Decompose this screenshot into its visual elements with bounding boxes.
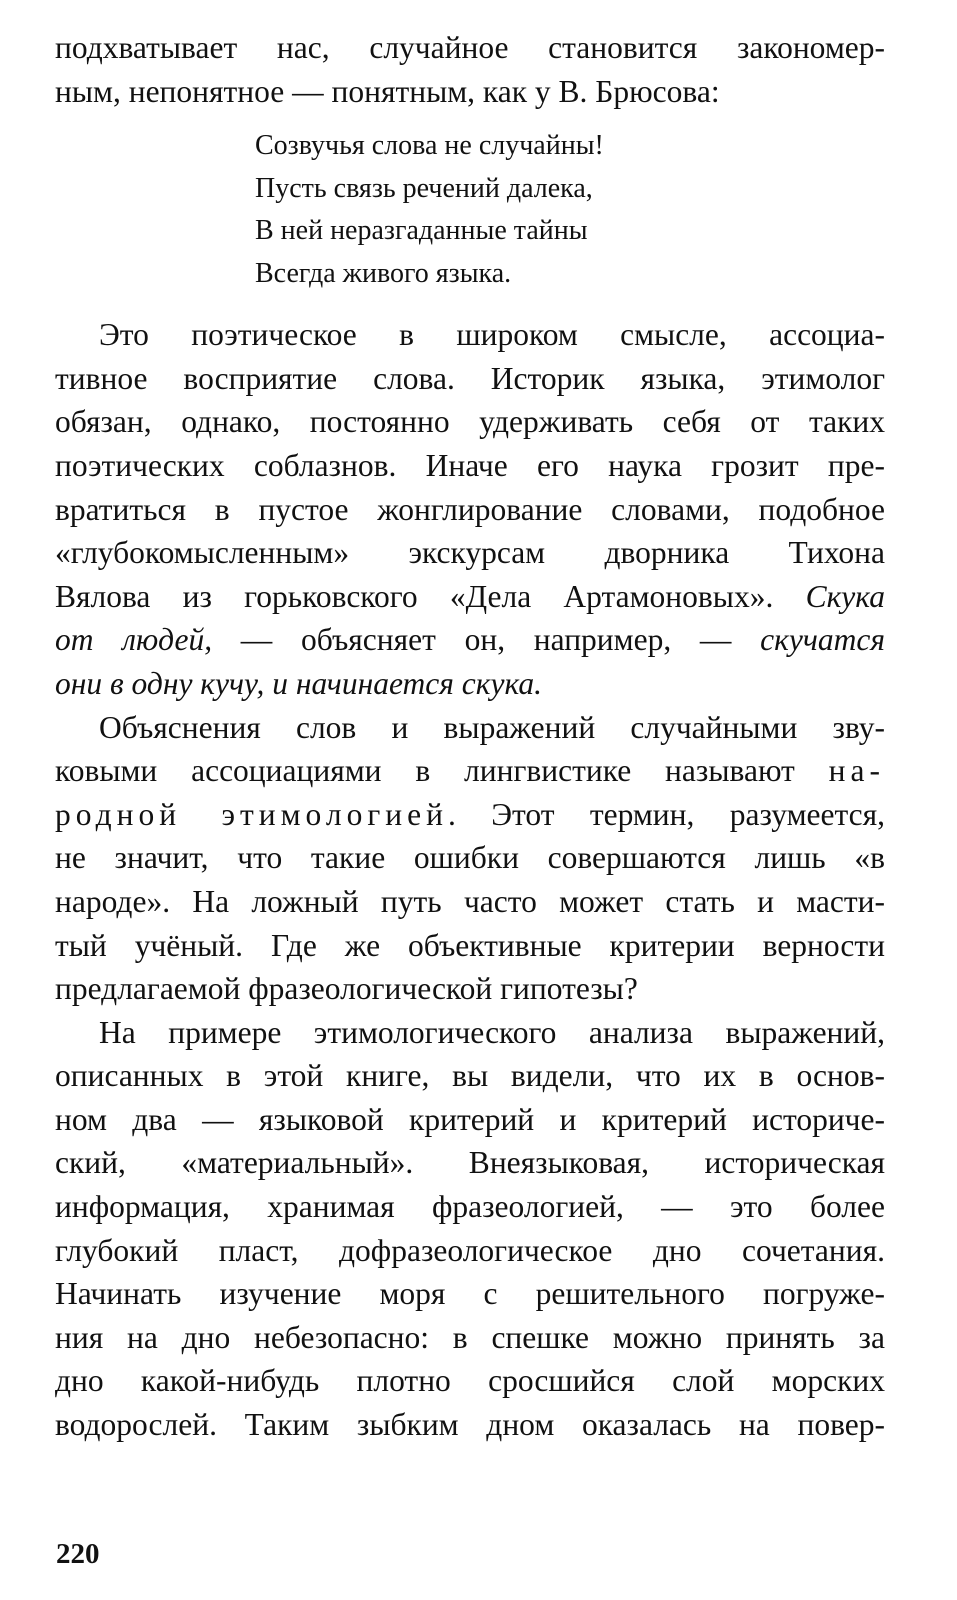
paragraph-2	[55, 313, 885, 705]
text-line: Это поэтическое в широком смысле, ассоциа-	[99, 317, 885, 353]
paragraph-1	[55, 26, 885, 113]
text-line: предлагаемой фразеологической гипотезы?	[55, 971, 638, 1007]
text-line	[55, 575, 885, 619]
text-line: подхватывает нас, случайное становится закономер-	[55, 30, 885, 65]
text-line: ский, «материальный». Внеязыковая, историческая	[55, 1145, 885, 1181]
text-line: ном два — языковой критерий и критерий историче-	[55, 1101, 885, 1137]
spaced-term: родной этимологией	[55, 796, 448, 832]
page-text	[55, 26, 885, 1447]
text-run: — объясняет он, например, —	[212, 622, 761, 658]
text-line: информация, хранимая фразеологией, — это более	[55, 1189, 885, 1225]
text-line: На примере этимологического анализа выражений,	[99, 1014, 885, 1050]
text-run: Вялова из горьковского «Дела Артамоновых».	[55, 578, 774, 614]
text-line: дно какой-нибудь плотно сросшийся слой морских	[55, 1363, 885, 1399]
verse-line: Пусть связь речений далека,	[255, 172, 593, 204]
text-line: вратиться в пустое жонглирование словами, подобное	[55, 491, 885, 527]
text-line	[55, 793, 885, 837]
text-line: ным, непонятное — понятным, как у В. Брюсова:	[55, 73, 720, 109]
poem-quote	[255, 125, 885, 295]
verse-line: Всегда живого языка.	[255, 257, 512, 289]
text-line: Начинать изучение моря с решительного погруже-	[55, 1276, 885, 1312]
text-line: народе». На ложный путь часто может стать и масти-	[55, 883, 885, 919]
text-line	[55, 749, 885, 793]
text-line: поэтических соблазнов. Иначе его наука грозит пре-	[55, 447, 885, 483]
text-line: не значит, что такие ошибки совершаются лишь «в	[55, 840, 885, 876]
text-line: ния на дно небезопасно: в спешке можно принять за	[55, 1319, 885, 1355]
verse-line: Созвучья слова не случайны!	[255, 130, 604, 162]
paragraph-4	[55, 1011, 885, 1447]
text-line	[55, 618, 885, 662]
text-line: водорослей. Таким зыбким дном оказалась на повер-	[55, 1407, 885, 1443]
text-line: тый учёный. Где же объективные критерии верности	[55, 927, 885, 963]
text-line: Объяснения слов и выражений случайными зву-	[99, 709, 885, 745]
text-line: «глубокомысленным» экскурсам дворника Тихона	[55, 535, 885, 571]
verse-line: В ней неразгаданные тайны	[255, 215, 588, 247]
italic-quote: скучатся	[760, 622, 885, 658]
text-line: обязан, однако, постоянно удерживать себя от таких	[55, 404, 885, 440]
italic-quote: они в одну кучу, и начинается скука.	[55, 665, 543, 701]
italic-quote: Скука	[805, 578, 885, 614]
text-run: . Этот термин, разумеется,	[447, 796, 885, 832]
text-line: тивное восприятие слова. Историк языка, этимолог	[55, 360, 885, 396]
spaced-term: на-	[828, 753, 886, 789]
paragraph-3	[55, 706, 885, 1011]
text-run: ковыми ассоциациями в лингвистике называют	[55, 753, 795, 789]
italic-quote: от людей,	[55, 622, 213, 658]
text-line: описанных в этой книге, вы видели, что их в основ-	[55, 1058, 885, 1094]
page-number: 220	[56, 1538, 100, 1570]
text-line: глубокий пласт, дофразеологическое дно сочетания.	[55, 1232, 885, 1268]
